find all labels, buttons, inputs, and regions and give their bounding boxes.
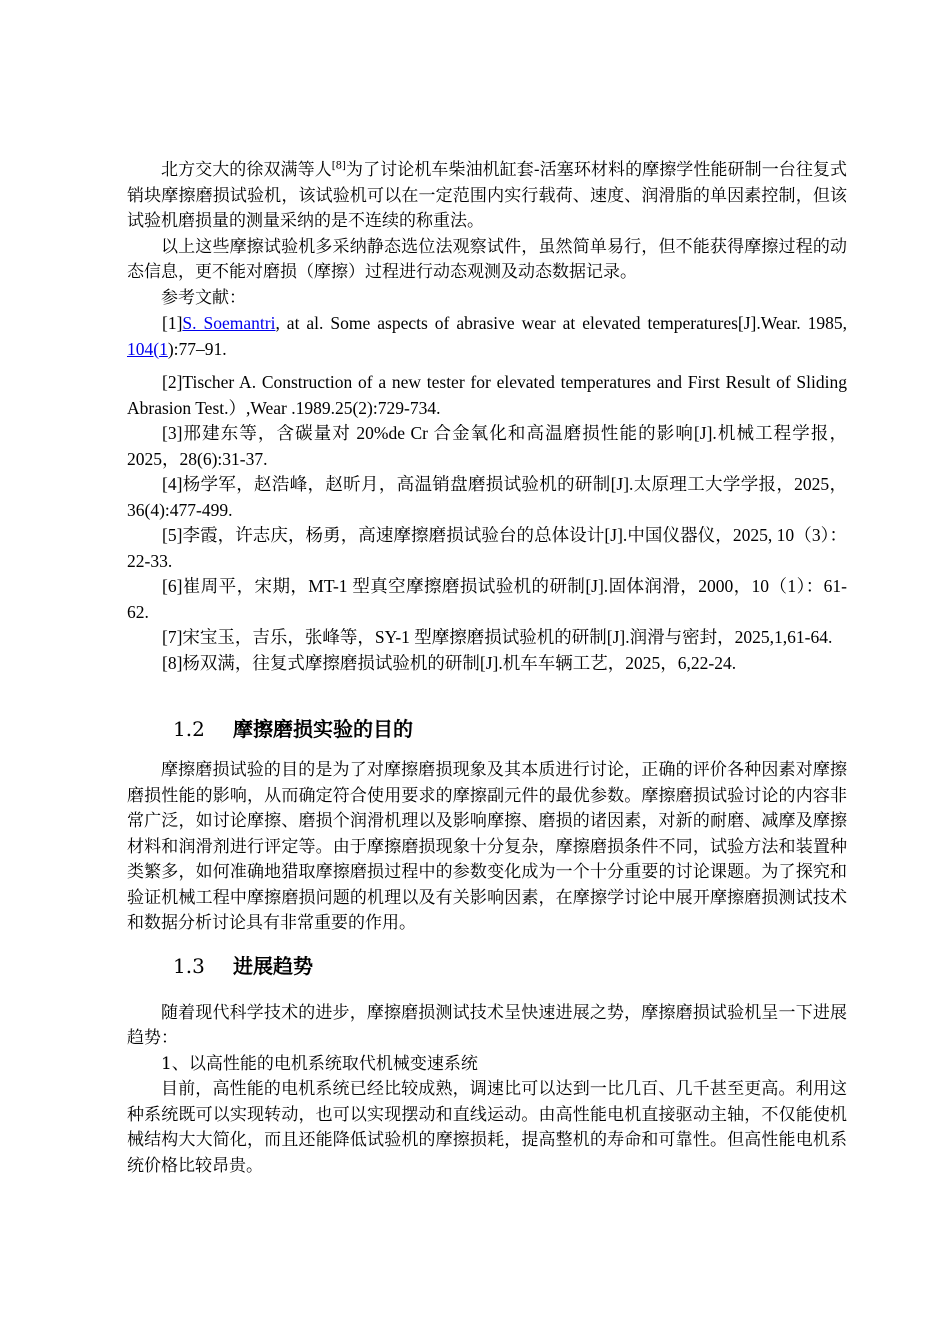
citation-superscript: [8] (331, 160, 346, 172)
reference-4: [4]杨学军，赵浩峰，赵昕月，高温销盘磨损试验机的研制[J].太原理工大学学报，2025，36(4):477-499. (127, 474, 847, 520)
section-1-3-list-item-1: 1、以高性能的电机系统取代机械变速系统 (161, 1053, 478, 1074)
reference-3: [3]邢建东等，含碳量对 20%de Cr 合金氧化和高温磨损性能的影响[J].机械工程学报，2025，28(6):31-37. (127, 423, 847, 469)
section-title: 摩擦磨损实验的目的 (233, 717, 413, 741)
reference-5: [5]李霞，许志庆，杨勇，高速摩擦磨损试验台的总体设计[J].中国仪器仪，2025, 10（3）：22-33. (127, 525, 847, 571)
reference-6: [6]崔周平，宋期，MT-1 型真空摩擦磨损试验机的研制[J].固体润滑，2000，10（1）：61-62. (127, 576, 847, 622)
reference-7: [7]宋宝玉，吉乐，张峰等，SY-1 型摩擦磨损试验机的研制[J].润滑与密封，2025,1,61-64. (162, 627, 833, 647)
references-label: 参考文献： (161, 287, 246, 308)
reference-8: [8]杨双满，往复式摩擦磨损试验机的研制[J].机车车辆工艺，2025，6,22-24. (162, 652, 737, 673)
section-number: 1.3 (173, 953, 205, 978)
reference-2: [2]Tischer A. Construction of a new tester for elevated temperatures and First Result of Sliding Abrasion Test.）,Wear .1989.25(2):729-734. (127, 372, 847, 418)
reference-1-author-link[interactable]: S. Soemantri (182, 313, 276, 333)
reference-1: [1]S. Soemantri, at al. Some aspects of abrasive wear at elevated temperatures[J].Wear. 1985, 104(1):77–91. (127, 313, 847, 359)
section-1-3-paragraph-1: 随着现代科学技术的进步，摩擦磨损测试技术呈快速进展之势，摩擦磨损试验机呈一下进展趋势： (127, 1002, 847, 1048)
section-1-3-paragraph-2: 目前，高性能的电机系统已经比较成熟，调速比可以达到一比几百、几千甚至更高。利用这种系统既可以实现转动，也可以实现摆动和直线运动。由高性能电机直接驱动主轴，不仅能使机械结构大大简化，而且还能降低试验机的摩擦损耗，提高整机的寿命和可靠性。但高性能电机系统价格比较昂贵。 (127, 1079, 847, 1176)
reference-1-volume-link[interactable]: 104(1 (127, 338, 168, 359)
document-body (127, 158, 847, 1179)
section-heading-1-2 (127, 714, 847, 744)
body-paragraph-2: 以上这些摩擦试验机多采纳静态选位法观察试件，虽然简单易行，但不能获得摩擦过程的动态信息，更不能对磨损（摩擦）过程进行动态观测及动态数据记录。 (127, 236, 847, 282)
section-heading-1-3 (127, 951, 847, 981)
body-paragraph-1: 北方交大的徐双满等人[8]为了讨论机车柴油机缸套-活塞环材料的摩擦学性能研制一台往复式销块摩擦磨损试验机，该试验机可以在一定范围内实行载荷、速度、润滑脂的单因素控制，但该试验机磨损量的测量采纳的是不连续的称重法。 (127, 160, 848, 231)
section-title: 进展趋势 (233, 953, 313, 978)
section-number: 1.2 (173, 717, 205, 741)
section-1-2-paragraph: 摩擦磨损试验的目的是为了对摩擦磨损现象及其本质进行讨论，正确的评价各种因素对摩擦磨损性能的影响，从而确定符合使用要求的摩擦副元件的最优参数。摩擦磨损试验讨论的内容非常广泛，如讨论摩擦、磨损个润滑机理以及影响摩擦、磨损的诸因素，对新的耐磨、减摩及摩擦材料和润滑剂进行评定等。由于摩擦磨损现象十分复杂，摩擦磨损条件不同，试验方法和装置种类繁多，如何准确地猎取摩擦磨损过程中的参数变化成为一个十分重要的讨论课题。为了探究和验证机械工程中摩擦磨损问题的机理以及有关影响因素，在摩擦学讨论中展开摩擦磨损测试技术和数据分析讨论具有非常重要的作用。 (127, 760, 847, 933)
